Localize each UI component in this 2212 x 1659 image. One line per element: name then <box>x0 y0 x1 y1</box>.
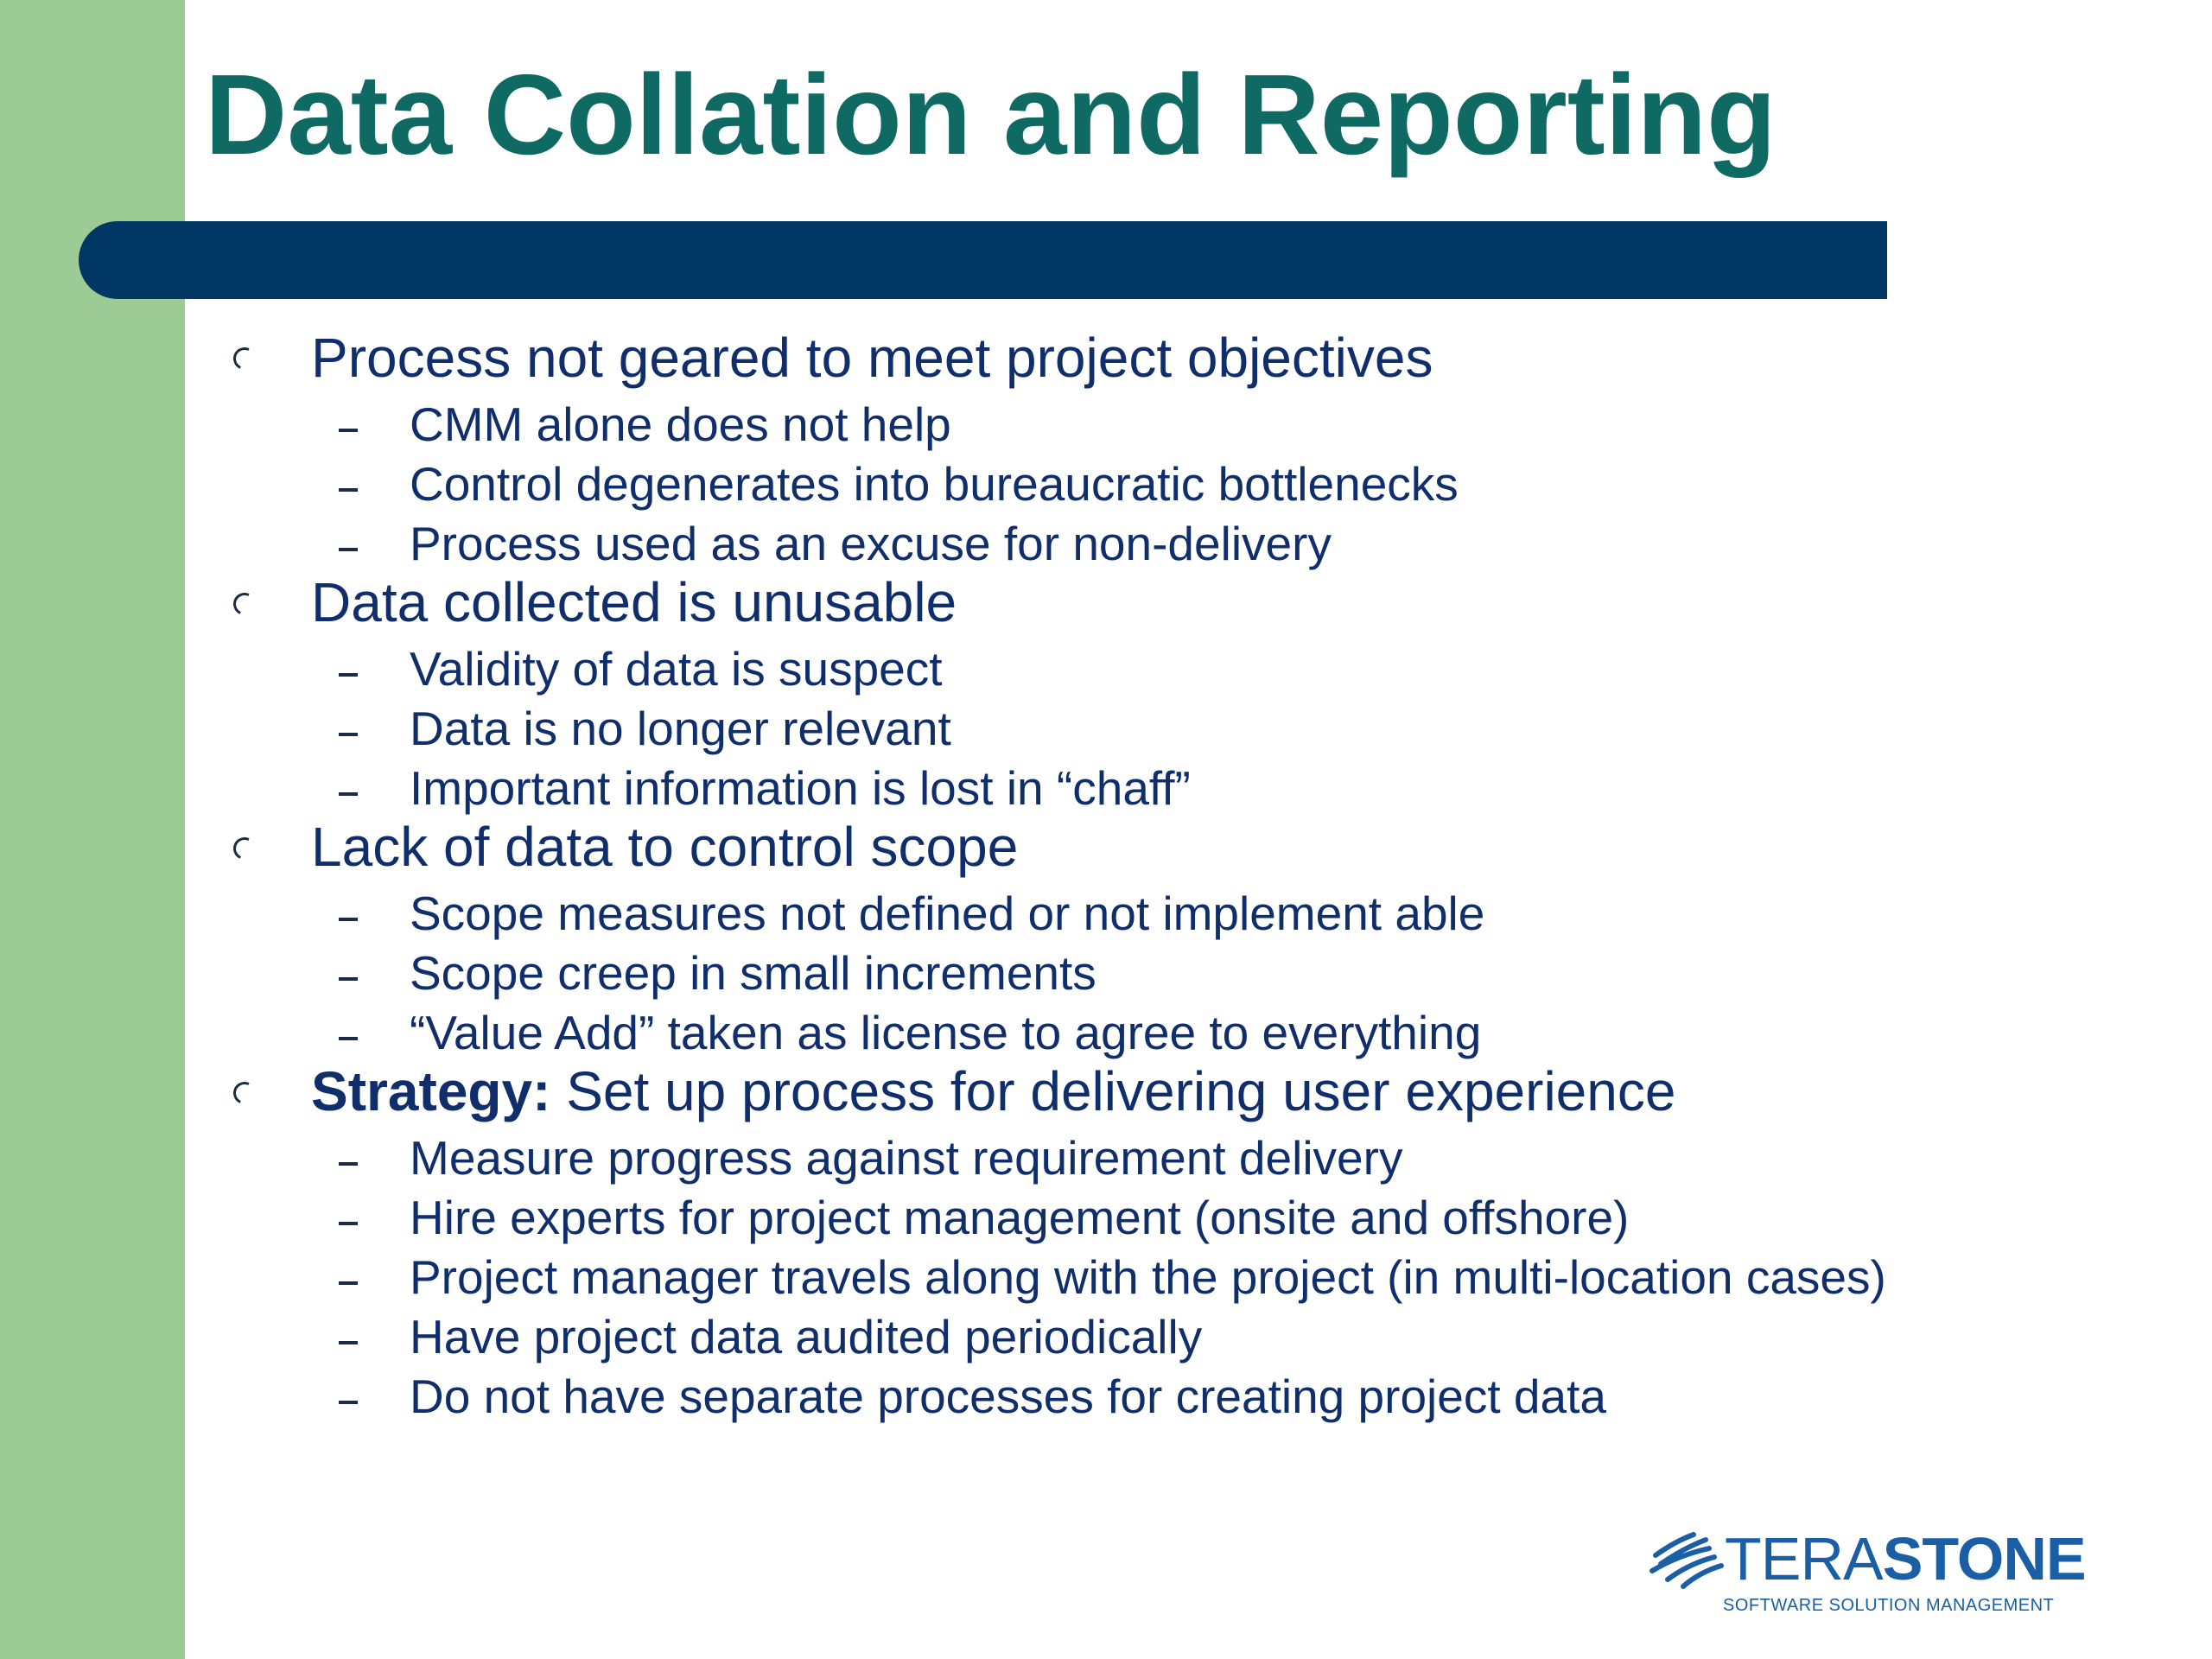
logo-word-light: TERA <box>1725 1525 1883 1592</box>
sub-item: CMM alone does not help <box>410 397 951 451</box>
dash-icon <box>339 1401 358 1404</box>
dash-icon <box>339 548 358 551</box>
terastone-logo <box>1649 1525 2086 1624</box>
dash-icon <box>339 792 358 796</box>
terastone-swoosh-icon <box>1649 1529 1726 1590</box>
dash-icon <box>339 1222 358 1225</box>
bullet-ring-icon <box>230 344 258 372</box>
bullet-ring-icon <box>230 589 258 618</box>
logo-wordmark <box>1725 1526 2086 1592</box>
bullet-item: Data collected is unusable <box>311 571 957 633</box>
bullet-item-strategy <box>311 1058 1675 1124</box>
bullet-ring-icon <box>230 1078 258 1107</box>
strategy-text: Set up process for delivering user experience <box>550 1060 1676 1122</box>
dash-icon <box>339 977 358 981</box>
dash-icon <box>339 1281 358 1285</box>
sub-item: Do not have separate processes for creating project data <box>410 1370 1606 1423</box>
logo-word-bold: STONE <box>1882 1525 2086 1592</box>
sub-item: Hire experts for project management (onsite and offshore) <box>410 1191 1630 1244</box>
sub-item: Project manager travels along with the project (in multi-location cases) <box>410 1250 1886 1304</box>
sub-item: “Value Add” taken as license to agree to everything <box>410 1006 1482 1059</box>
dash-icon <box>339 488 358 492</box>
logo-tagline: SOFTWARE SOLUTION MANAGEMENT <box>1723 1596 2055 1615</box>
sub-item: Measure progress against requirement delivery <box>410 1131 1403 1185</box>
strategy-label: Strategy: <box>311 1060 551 1122</box>
dash-icon <box>339 733 358 736</box>
bullet-item: Lack of data to control scope <box>311 816 1019 878</box>
bullet-item: Process not geared to meet project objectives <box>311 327 1433 389</box>
dash-icon <box>339 1037 358 1040</box>
dash-icon <box>339 918 358 921</box>
sub-item: Important information is lost in “chaff” <box>410 761 1191 815</box>
dash-icon <box>339 1341 358 1344</box>
slide-title: Data Collation and Reporting <box>205 51 1777 178</box>
dash-icon <box>339 673 358 677</box>
sub-item: Have project data audited periodically <box>410 1310 1203 1363</box>
sub-item: Process used as an excuse for non-delivery <box>410 517 1332 570</box>
dash-icon <box>339 1162 358 1166</box>
dash-icon <box>339 429 358 432</box>
sub-item: Data is no longer relevant <box>410 702 951 755</box>
sub-item: Validity of data is suspect <box>410 642 943 696</box>
sub-item: Control degenerates into bureaucratic bottlenecks <box>410 457 1459 511</box>
bullet-ring-icon <box>230 834 258 862</box>
sub-item: Scope creep in small increments <box>410 946 1096 1000</box>
sub-item: Scope measures not defined or not implement able <box>410 887 1485 940</box>
